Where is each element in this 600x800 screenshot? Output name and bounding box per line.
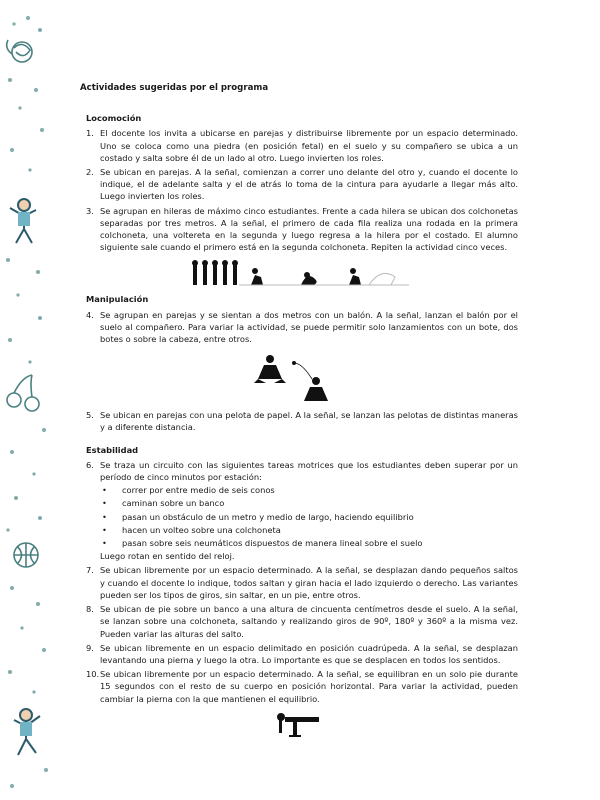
decorative-margin xyxy=(0,0,60,800)
bullet-text: correr por entre medio de seis conos xyxy=(122,485,275,496)
item-number: 8. xyxy=(86,604,94,615)
section-title: Manipulación xyxy=(86,294,149,305)
item-text: Se ubican en parejas con una pelota de papel. A la señal, se lanzan las pelotas de distintas maneras y a diferente distancia. xyxy=(100,410,518,433)
item-text: Se ubican de pie sobre un banco a una altura de cincuenta centímetros desde el suelo. A la señal, se lanzan sobre una colchoneta, saltando y realizando giros de 90º, 180º y 360º a la misma vez. Pueden variar las alturas del salto. xyxy=(100,604,518,639)
section-manipulacion xyxy=(80,293,518,433)
bullet-item xyxy=(100,511,518,523)
balance-illustration xyxy=(80,711,518,737)
circuit-task-list xyxy=(100,484,518,549)
item-number: 2. xyxy=(86,167,94,178)
item-number: 1. xyxy=(86,128,94,139)
list-item xyxy=(80,127,518,164)
bullet-item xyxy=(100,537,518,549)
section-estabilidad xyxy=(80,444,518,737)
section-title: Estabilidad xyxy=(86,444,139,455)
section-title: Locomoción xyxy=(86,113,142,124)
item-number: 10. xyxy=(86,669,100,680)
item-text: Se agrupan en parejas y se sientan a dos metros con un balón. A la señal, lanzan el balón por el suelo al compañero. Para variar la actividad, se puede permitir solo lanzamientos con un bote, dos botes o sobre la cabeza, entre otros. xyxy=(100,309,518,345)
item-number: 5. xyxy=(86,410,94,421)
list-item xyxy=(80,459,518,563)
list-item xyxy=(80,564,518,601)
item-footnote: Luego rotan en sentido del reloj. xyxy=(100,551,235,562)
list-item xyxy=(80,205,518,254)
list-item xyxy=(80,309,518,346)
item-number: 9. xyxy=(86,642,94,653)
list-item xyxy=(80,166,518,203)
item-body xyxy=(100,459,518,563)
section-locomocion xyxy=(80,112,518,287)
document-page xyxy=(80,82,518,743)
ball-throw-illustration xyxy=(80,351,518,403)
bullet-text: hacen un volteo sobre una colchoneta xyxy=(122,524,281,535)
list-item xyxy=(80,603,518,640)
item-text: El docente los invita a ubicarse en parejas y distribuirse libremente por un espacio determinado. Uno se coloca como una piedra (en posición fetal) en el suelo y su compañero se ubica a un costado y salta sobre él de un lado al otro. Luego invierten los roles. xyxy=(100,128,518,163)
item-text: Se ubican libremente por un espacio determinado. A la señal, se desplazan dando pequeños saltos y cuando el docente lo indique, todos saltan y giran hacia el lado izquierdo o derecho. Las variantes pueden ser los tipos de giros, sin saltar, en un pie, entre otros. xyxy=(100,565,518,600)
rolling-sequence-illustration xyxy=(80,259,518,287)
item-text: Se ubican libremente por un espacio determinado. A la señal, se equilibran en un solo pie durante 15 segundos con el resto de su cuerpo en posición horizontal. Para variar la actividad, pueden cambiar la pierna con la que mantienen el equilibrio. xyxy=(100,669,518,704)
page-title: Actividades sugeridas por el programa xyxy=(80,83,269,93)
item-number: 7. xyxy=(86,565,94,576)
bullet-icon: • xyxy=(102,485,107,496)
bullet-icon: • xyxy=(102,538,107,549)
bullet-icon: • xyxy=(102,524,107,535)
list-item xyxy=(80,409,518,433)
item-text: Se ubican libremente en un espacio delimitado en posición cuadrúpeda. A la señal, se desplazan levantando una pierna y luego la otra. Lo importante es que se desplacen en todos los sentidos. xyxy=(100,642,518,665)
bullet-text: caminan sobre un banco xyxy=(122,498,225,509)
item-number: 6. xyxy=(86,459,94,470)
bullet-icon: • xyxy=(102,498,107,509)
item-text: Se traza un circuito con las siguientes tareas motrices que los estudiantes deben superar por un período de cinco minutos por estación: xyxy=(100,459,518,483)
item-text: Se ubican en parejas. A la señal, comienzan a correr uno delante del otro y, cuando el docente lo indique, el de adelante salta y el de atrás lo toma de la cintura para ayudarle a llegar más alto. Luego invierten los roles. xyxy=(100,167,518,202)
one-leg-balance-icon xyxy=(269,711,329,737)
bullet-text: pasan sobre seis neumáticos dispuestos de manera lineal sobre el suelo xyxy=(122,538,423,549)
list-item xyxy=(80,642,518,666)
seated-ball-throw-icon xyxy=(254,351,344,403)
bullet-item xyxy=(100,524,518,536)
bullet-text: pasan un obstáculo de un metro y medio de largo, haciendo equilibrio xyxy=(122,511,414,522)
item-number: 3. xyxy=(86,205,94,216)
list-item xyxy=(80,668,518,705)
rolling-figures-icon xyxy=(189,259,409,287)
bullet-item xyxy=(100,484,518,496)
margin-doodles-icon xyxy=(0,0,60,800)
item-number: 4. xyxy=(86,309,94,320)
item-text: Se agrupan en hileras de máximo cinco estudiantes. Frente a cada hilera se ubican dos colchonetas separadas por tres metros. A la señal, el primero de cada fila realiza una rodada en la primera colchoneta, una voltereta en la segunda y luego regresa a la hilera por el costado. El alumno siguiente sale cuando el primero está en la segunda colchoneta. Repiten la actividad cinco veces. xyxy=(100,205,518,253)
bullet-item xyxy=(100,497,518,509)
bullet-icon: • xyxy=(102,511,107,522)
